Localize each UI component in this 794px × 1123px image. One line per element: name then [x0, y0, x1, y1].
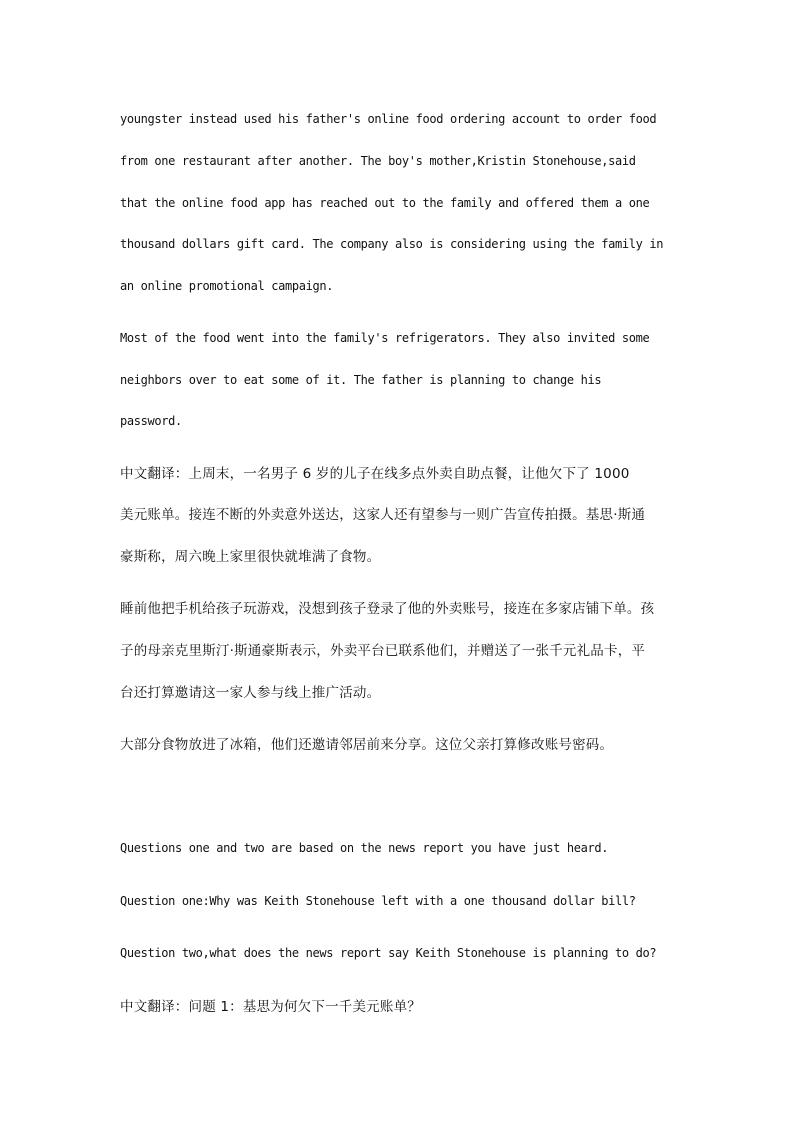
translation-line: 子的母亲克里斯汀·斯通豪斯表示，外卖平台已联系他们，并赠送了一张千元礼品卡，平 [120, 643, 646, 659]
translation-line: 台还打算邀请这一家人参与线上推广活动。 [120, 685, 381, 701]
text-line: from one restaurant after another. The boy's mother,Kristin Stonehouse,said [120, 154, 636, 168]
text-line: Most of the food went into the family's refrigerators. They also invited some [120, 331, 650, 345]
translation-line: 大部分食物放进了冰箱，他们还邀请邻居前来分享。这位父亲打算修改账号密码。 [120, 737, 614, 753]
text-line: password. [120, 414, 182, 428]
question-two: Question two,what does the news report say Keith Stonehouse is planning to do? [120, 946, 657, 960]
translation-line: 睡前他把手机给孩子玩游戏，没想到孩子登录了他的外卖账号，接连在多家店铺下单。孩 [120, 601, 655, 617]
question-intro: Questions one and two are based on the news report you have just heard. [120, 841, 609, 855]
translation-line: 中文翻译：问题 1：基思为何欠下一千美元账单？ [120, 999, 421, 1015]
text-line: neighbors over to eat some of it. The father is planning to change his [120, 373, 602, 387]
text-line: thousand dollars gift card. The company also is considering using the family in [120, 237, 664, 251]
text-line: youngster instead used his father's online food ordering account to order food [120, 112, 657, 126]
question-one: Question one:Why was Keith Stonehouse left with a one thousand dollar bill? [120, 894, 636, 908]
translation-line: 中文翻译：上周末，一名男子 6 岁的儿子在线多点外卖自助点餐，让他欠下了 1000 [120, 466, 630, 482]
translation-line: 美元账单。接连不断的外卖意外送达，这家人还有望参与一则广告宣传拍摄。基思·斯通 [120, 507, 646, 523]
text-line: an online promotional campaign. [120, 279, 334, 293]
translation-line: 豪斯称，周六晚上家里很快就堆满了食物。 [120, 549, 381, 565]
text-line: that the online food app has reached out to the family and offered them a one [120, 196, 650, 210]
